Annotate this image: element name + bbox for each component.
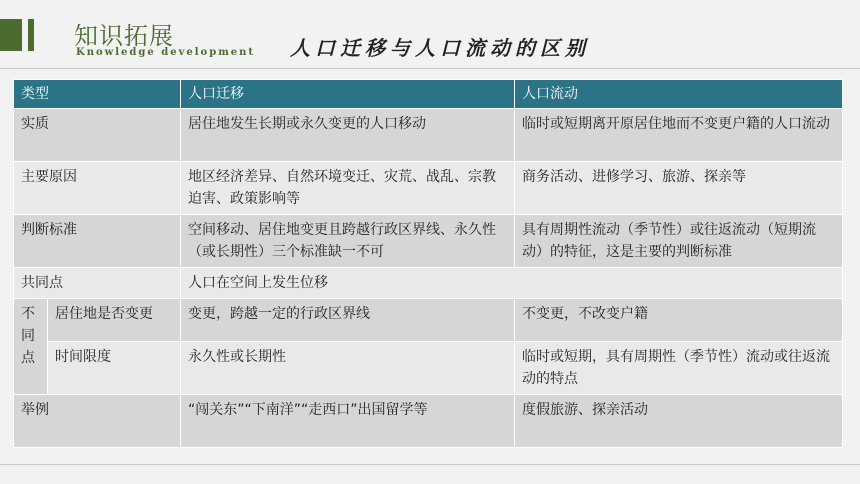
- header-divider: [0, 68, 860, 69]
- flow-cell: 临时或短期离开原居住地而不变更户籍的人口流动: [515, 109, 843, 162]
- header-cell-type: 类型: [14, 80, 181, 109]
- row-label: 居住地是否变更: [48, 299, 181, 342]
- diff-group-label: 不同点: [14, 299, 48, 395]
- table-row-common: [14, 268, 843, 299]
- flow-cell: 具有周期性流动（季节性）或往返流动（短期流动）的特征，这是主要的判断标准: [515, 215, 843, 268]
- table-row-duration: [14, 342, 843, 395]
- row-label: 主要原因: [14, 162, 181, 215]
- flow-cell: 临时或短期，具有周期性（季节性）流动或往返流动的特点: [515, 342, 843, 395]
- footer-divider: [0, 464, 860, 465]
- comparison-table: [13, 79, 843, 448]
- table-row-residence: [14, 299, 843, 342]
- migration-cell: 空间移动、居住地变更且跨越行政区界线、永久性（或长期性）三个标准缺一不可: [181, 215, 515, 268]
- migration-cell: 变更，跨越一定的行政区界线: [181, 299, 515, 342]
- section-title: 知识拓展: [74, 22, 174, 50]
- migration-cell: “闯关东”“下南洋”“走西口”出国留学等: [181, 395, 515, 448]
- table-row-essence: [14, 109, 843, 162]
- migration-cell: 永久性或长期性: [181, 342, 515, 395]
- row-label: 举例: [14, 395, 181, 448]
- row-label: 共同点: [14, 268, 181, 299]
- table-header-row: [14, 80, 843, 109]
- flow-cell: 度假旅游、探亲活动: [515, 395, 843, 448]
- slide-title: 人口迁移与人口流动的区别: [290, 36, 590, 60]
- table-row-examples: [14, 395, 843, 448]
- section-subtitle: Knowledge development: [76, 47, 256, 58]
- migration-cell: 居住地发生长期或永久变更的人口移动: [181, 109, 515, 162]
- common-cell: 人口在空间上发生位移: [181, 268, 843, 299]
- header-accent-bar: [0, 19, 22, 51]
- migration-cell: 地区经济差异、自然环境变迁、灾荒、战乱、宗教迫害、政策影响等: [181, 162, 515, 215]
- flow-cell: 不变更，不改变户籍: [515, 299, 843, 342]
- table-row-causes: [14, 162, 843, 215]
- row-label: 时间限度: [48, 342, 181, 395]
- row-label: 实质: [14, 109, 181, 162]
- row-label: 判断标准: [14, 215, 181, 268]
- table-row-criteria: [14, 215, 843, 268]
- header-cell-migration: 人口迁移: [181, 80, 515, 109]
- header-accent-bar-thin: [28, 19, 34, 51]
- header-cell-flow: 人口流动: [515, 80, 843, 109]
- flow-cell: 商务活动、进修学习、旅游、探亲等: [515, 162, 843, 215]
